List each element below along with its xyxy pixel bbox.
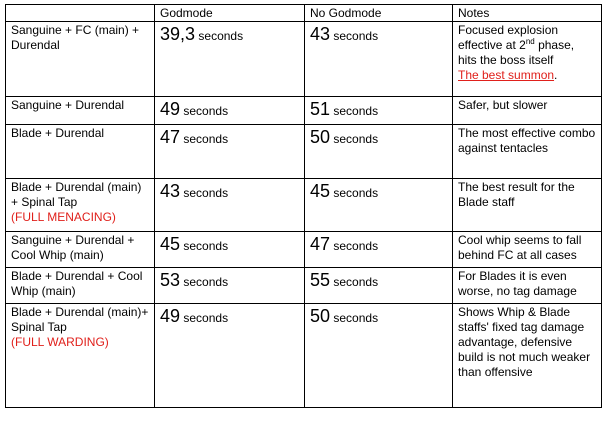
setup-cell <box>6 125 155 179</box>
no-godmode-cell <box>305 304 453 408</box>
header-row <box>6 5 602 22</box>
godmode-cell <box>155 268 305 304</box>
no-godmode-cell <box>305 97 453 125</box>
setup-text: Blade + Durendal (main) + Spinal Tap <box>11 180 142 209</box>
notes-text: The most effective combo against tentacles <box>458 126 596 155</box>
no-godmode-unit: seconds <box>333 104 379 118</box>
notes-text: Focused explosion effective at 2 <box>458 23 559 52</box>
setup-text: Blade + Durendal <box>11 126 105 140</box>
notes-text-cont: phase, hits the boss itself <box>458 38 575 67</box>
notes-cell <box>453 232 602 268</box>
setup-cell <box>6 97 155 125</box>
header-no-godmode: No Godmode <box>305 5 453 22</box>
no-godmode-cell <box>305 125 453 179</box>
godmode-unit: seconds <box>183 132 229 146</box>
notes-cell <box>453 125 602 179</box>
no-godmode-unit: seconds <box>333 239 379 253</box>
godmode-unit: seconds <box>183 311 229 325</box>
notes-cell <box>453 22 602 97</box>
table-row <box>6 232 602 268</box>
godmode-unit: seconds <box>183 104 229 118</box>
no-godmode-time: 50 <box>310 306 331 326</box>
no-godmode-time: 47 <box>310 234 331 254</box>
no-godmode-time: 45 <box>310 181 331 201</box>
godmode-time: 43 <box>160 181 181 201</box>
table-row <box>6 22 602 97</box>
notes-cell <box>453 304 602 408</box>
setup-text: Blade + Durendal + Cool Whip (main) <box>11 269 143 298</box>
godmode-time: 47 <box>160 127 181 147</box>
godmode-time: 45 <box>160 234 181 254</box>
no-godmode-time: 55 <box>310 270 331 290</box>
godmode-cell <box>155 304 305 408</box>
notes-text: Shows Whip & Blade staffs' fixed tag damage advantage, defensive build is not much weaker than offensive <box>458 305 591 379</box>
no-godmode-unit: seconds <box>333 29 379 43</box>
no-godmode-cell <box>305 268 453 304</box>
table-row <box>6 304 602 408</box>
setup-cell <box>6 179 155 232</box>
setup-cell <box>6 232 155 268</box>
notes-text: Safer, but slower <box>458 98 548 112</box>
godmode-time: 53 <box>160 270 181 290</box>
no-godmode-unit: seconds <box>333 311 379 325</box>
notes-text: For Blades it is even worse, no tag damage <box>458 269 577 298</box>
no-godmode-unit: seconds <box>333 186 379 200</box>
godmode-unit: seconds <box>198 29 244 43</box>
no-godmode-time: 43 <box>310 24 331 44</box>
godmode-cell <box>155 232 305 268</box>
godmode-unit: seconds <box>183 186 229 200</box>
header-godmode: Godmode <box>155 5 305 22</box>
notes-text: Cool whip seems to fall behind FC at all cases <box>458 233 582 262</box>
no-godmode-unit: seconds <box>333 132 379 146</box>
no-godmode-time: 50 <box>310 127 331 147</box>
setup-text: Sanguine + FC (main) + Durendal <box>11 23 140 52</box>
results-table <box>5 4 602 408</box>
godmode-cell <box>155 125 305 179</box>
godmode-time: 49 <box>160 99 181 119</box>
setup-cell <box>6 22 155 97</box>
header-notes: Notes <box>453 5 602 22</box>
no-godmode-cell <box>305 179 453 232</box>
godmode-cell <box>155 179 305 232</box>
setup-text: Blade + Durendal (main)+ Spinal Tap <box>11 305 149 334</box>
godmode-cell <box>155 22 305 97</box>
notes-text: The best result for the Blade staff <box>458 180 575 209</box>
best-summon-link[interactable]: The best summon <box>458 68 555 82</box>
table-row <box>6 125 602 179</box>
setup-text: Sanguine + Durendal <box>11 98 125 112</box>
notes-cell <box>453 179 602 232</box>
godmode-time: 39,3 <box>160 24 196 44</box>
notes-superscript: nd <box>525 37 535 46</box>
no-godmode-time: 51 <box>310 99 331 119</box>
notes-cell <box>453 97 602 125</box>
setup-tag-menacing: (FULL MENACING) <box>11 210 116 224</box>
setup-text: Sanguine + Durendal + Cool Whip (main) <box>11 233 135 262</box>
no-godmode-unit: seconds <box>333 275 379 289</box>
godmode-time: 49 <box>160 306 181 326</box>
table-row <box>6 97 602 125</box>
setup-tag-warding: (FULL WARDING) <box>11 335 109 349</box>
header-setup <box>6 5 155 22</box>
setup-cell <box>6 268 155 304</box>
notes-cell <box>453 268 602 304</box>
godmode-unit: seconds <box>183 275 229 289</box>
setup-cell <box>6 304 155 408</box>
no-godmode-cell <box>305 232 453 268</box>
notes-period: . <box>554 68 558 82</box>
no-godmode-cell <box>305 22 453 97</box>
godmode-unit: seconds <box>183 239 229 253</box>
table-row <box>6 179 602 232</box>
godmode-cell <box>155 97 305 125</box>
table-row <box>6 268 602 304</box>
